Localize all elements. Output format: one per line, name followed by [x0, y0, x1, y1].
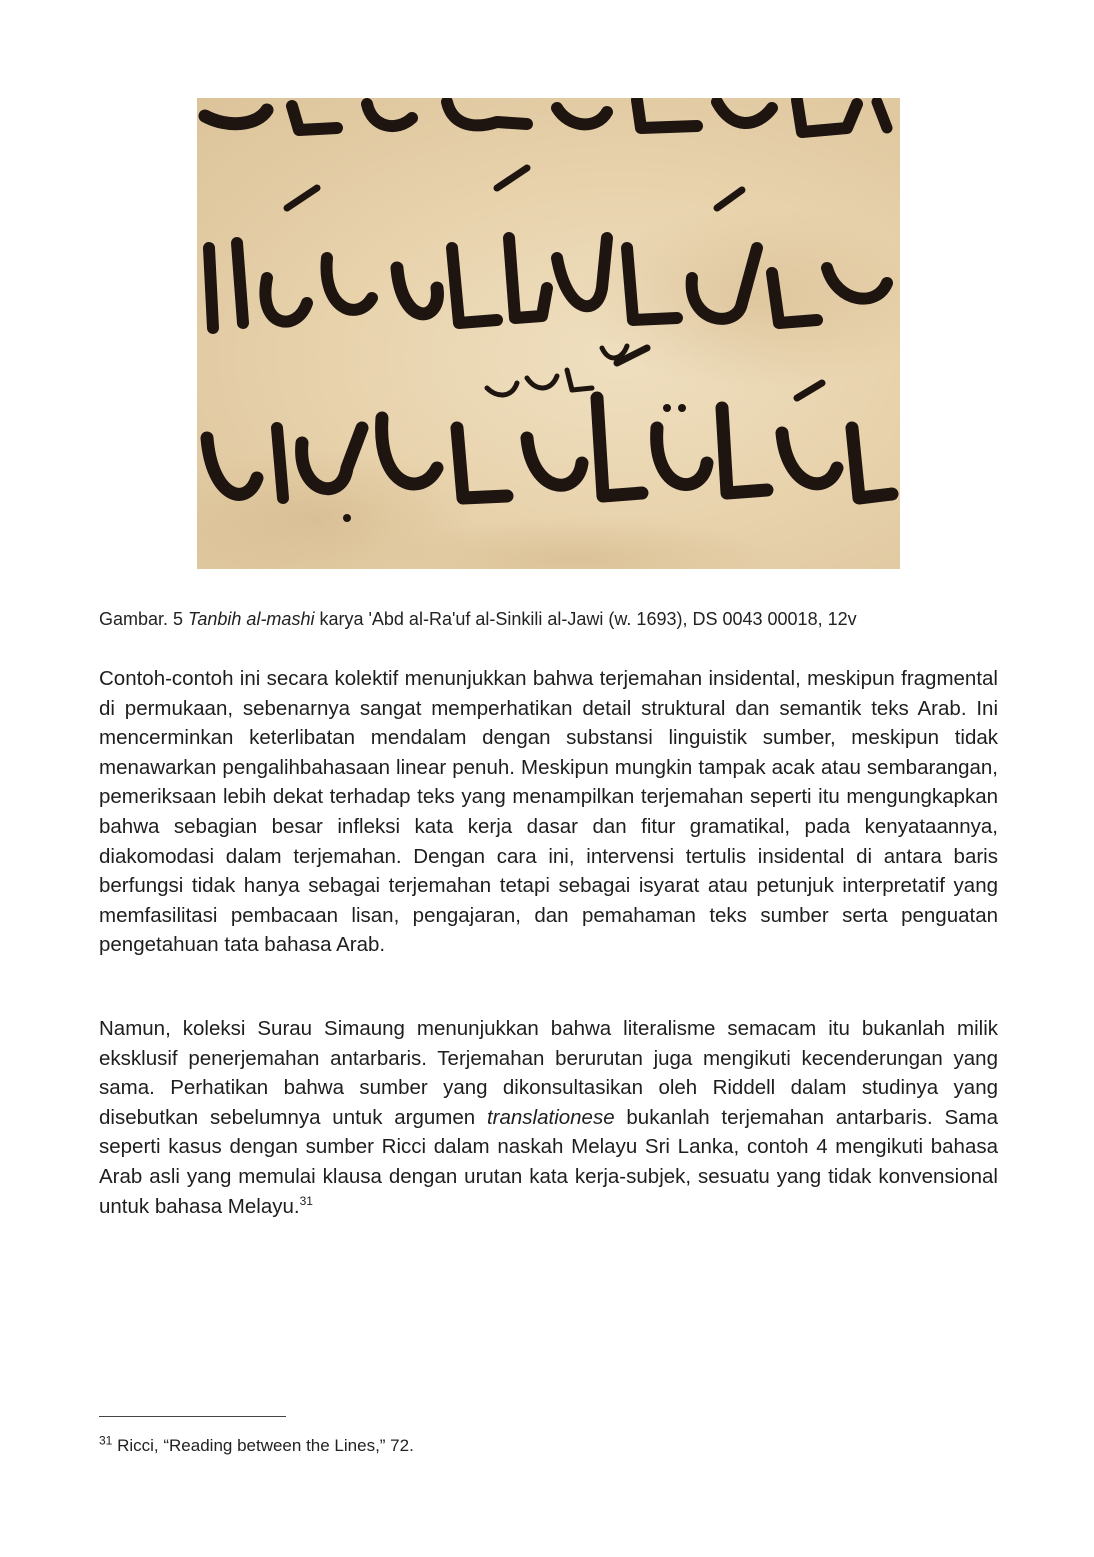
figure-caption: [99, 606, 999, 632]
caption-prefix: Gambar. 5: [99, 609, 189, 629]
paragraph-2: [99, 1014, 998, 1221]
caption-title: Tanbih al-mashi: [188, 609, 315, 629]
paragraph-2-part-1: Namun, koleksi Surau Simaung menunjukkan bahwa literalisme semacam itu bukanlah milik eksklusif penerjemahan antarbaris. Terjemahan berurutan juga mengikuti kecenderungan yang sama. Perhatikan bahwa sumber yang dikonsultasikan oleh Riddell dalam studinya yang disebutkan sebelumnya untuk argumen: [99, 1017, 998, 1129]
footnote-divider: [99, 1416, 286, 1417]
manuscript-image: [197, 98, 900, 569]
footnote-text: Ricci, “Reading between the Lines,” 72.: [112, 1436, 414, 1455]
caption-rest: karya 'Abd al-Ra'uf al-Sinkili al-Jawi (w. 1693), DS 0043 00018, 12v: [314, 609, 857, 629]
paragraph-2-italic-term: translationese: [486, 1105, 615, 1129]
footnote: [99, 1434, 414, 1458]
paragraph-2-part-2: bukanlah terjemahan antarbaris. Sama seperti kasus dengan sumber Ricci dalam naskah Melayu Sri Lanka, contoh 4 mengikuti bahasa Arab asli yang memulai klausa dengan urutan kata kerja-subjek, sesuatu yang tidak konvensional untuk bahasa Melayu.: [99, 1105, 998, 1218]
footnote-number: 31: [99, 1433, 113, 1448]
footnote-reference[interactable]: 31: [299, 1193, 313, 1208]
paragraph-1: Contoh-contoh ini secara kolektif menunjukkan bahwa terjemahan insidental, meskipun fragmental di permukaan, sebenarnya sangat memperhatikan detail struktural dan semantik teks Arab. Ini mencerminkan keterlibatan mendalam dengan substansi linguistik sumber, meskipun tidak menawarkan pengalihbahasaan linear penuh. Meskipun mungkin tampak acak atau sembarangan, pemeriksaan lebih dekat terhadap teks yang menampilkan terjemahan seperti itu mengungkapkan bahwa sebagian besar infleksi kata kerja dasar dan fitur gramatikal, pada kenyataannya, diakomodasi dalam terjemahan. Dengan cara ini, intervensi tertulis insidental di antara baris berfungsi tidak hanya sebagai terjemahan tetapi sebagai isyarat atau petunjuk interpretatif yang memfasilitasi pembacaan lisan, pengajaran, dan pemahaman teks sumber serta penguatan pengetahuan tata bahasa Arab.: [99, 667, 998, 957]
